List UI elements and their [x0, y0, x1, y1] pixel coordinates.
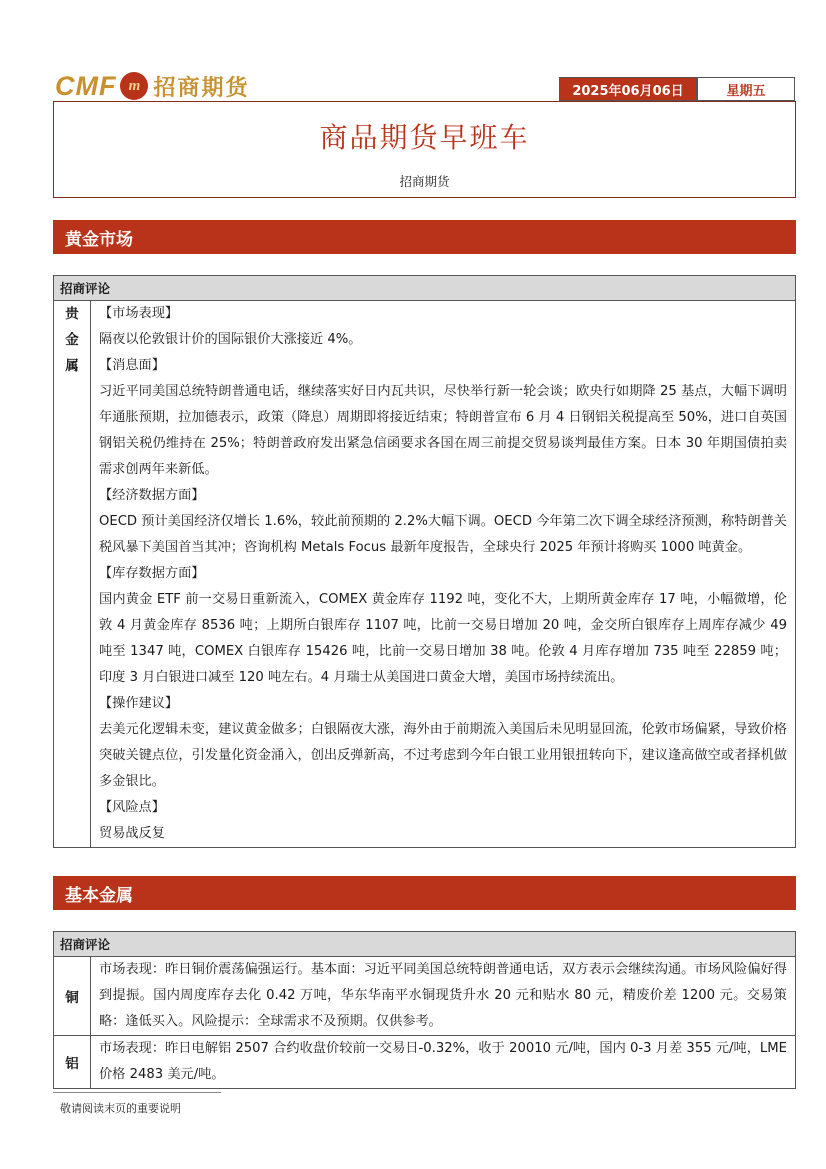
- category-char: 铜: [65, 990, 79, 1006]
- table-row: [54, 957, 795, 1035]
- category-cell: [54, 301, 91, 847]
- category-char: 铝: [65, 1056, 79, 1072]
- page-subtitle: 招商期货: [399, 174, 450, 189]
- subheading-news: 【消息面】: [99, 358, 165, 373]
- comment-header: 招商评论: [54, 276, 795, 301]
- category-cell: [54, 1036, 91, 1088]
- paragraph: 隔夜以伦敦银计价的国际银价大涨接近 4%。: [99, 332, 362, 347]
- gold-content: [91, 301, 795, 847]
- page-title: 商品期货早班车: [319, 121, 530, 154]
- subheading-economic-data: 【经济数据方面】: [99, 488, 205, 503]
- gold-comment-table: [53, 275, 796, 848]
- logo-company-name: 招商期货: [153, 75, 250, 101]
- logo-badge-icon: m: [120, 72, 148, 100]
- subheading-advice: 【操作建议】: [99, 696, 179, 711]
- category-cell: [54, 957, 91, 1035]
- footer-divider: [53, 1092, 221, 1093]
- section-header-base-metals: 基本金属: [53, 876, 796, 910]
- subheading-risk: 【风险点】: [99, 800, 165, 815]
- paragraph: 市场表现：昨日铜价震荡偏强运行。基本面：习近平同美国总统特朗普通电话，双方表示会继续沟通。市场风险偏好得到提振。国内周度库存去化 0.42 万吨，华东华南平水铜现货升水 20 元和贴水 80 元，精废价差 1200 元。交易策略：逢低买入。风险提示：全球需求不及预期。仅供参考。: [99, 962, 787, 1029]
- section-header-gold: 黄金市场: [53, 220, 796, 254]
- paragraph: 市场表现：昨日电解铝 2507 合约收盘价较前一交易日-0.32%，收于 20010 元/吨，国内 0-3 月差 355 元/吨，LME 价格 2483 美元/吨。: [99, 1041, 787, 1082]
- report-weekday: 星期五: [697, 77, 795, 101]
- paragraph: 贸易战反复: [99, 826, 165, 841]
- table-row: [54, 1035, 795, 1088]
- category-char: 金: [65, 332, 79, 348]
- subheading-inventory: 【库存数据方面】: [99, 566, 205, 581]
- paragraph: 国内黄金 ETF 前一交易日重新流入，COMEX 黄金库存 1192 吨，变化不大，上期所黄金库存 17 吨，小幅微增，伦敦 4 月黄金库存 8536 吨；上期所白银库存 1107 吨，比前一交易日增加 20 吨，金交所白银库存上周库存减少 49 吨至 1347 吨，COMEX 白银库存 15426 吨，比前一交易日增加 38 吨。伦敦 4 月库存增加 735 吨至 22859 吨；印度 3 月白银进口减至 120 吨左右。4 月瑞士从美国进口黄金大增，美国市场持续流出。: [99, 592, 787, 685]
- logo-text: CMF: [55, 70, 117, 101]
- paragraph: OECD 预计美国经济仅增长 1.6%，较此前预期的 2.2%大幅下调。OECD 今年第二次下调全球经济预测，称特朗普关税风暴下美国首当其冲；咨询机构 Metals Focus 最新年度报告，全球央行 2025 年预计将购买 1000 吨黄金。: [99, 514, 787, 555]
- category-char: 属: [65, 358, 79, 374]
- aluminum-content: [91, 1036, 795, 1088]
- category-char: 贵: [65, 306, 79, 322]
- paragraph: 去美元化逻辑未变，建议黄金做多；白银隔夜大涨，海外由于前期流入美国后未见明显回流，伦敦市场偏紧，导致价格突破关键点位，引发量化资金涌入，创出反弹新高，不过考虑到今年白银工业用银扭转向下，建议逢高做空或者择机做多金银比。: [99, 722, 787, 789]
- title-box: [53, 101, 796, 198]
- subheading-market: 【市场表现】: [99, 306, 179, 321]
- footer-note: 敬请阅读末页的重要说明: [60, 1102, 181, 1115]
- table-row: [54, 301, 795, 847]
- paragraph: 习近平同美国总统特朗普通电话，继续落实好日内瓦共识，尽快举行新一轮会谈；欧央行如期降 25 基点，大幅下调明年通胀预期，拉加德表示，政策（降息）周期即将接近结束；特朗普宣布 6 月 4 日钢铝关税提高至 50%，进口自英国钢铝关税仍维持在 25%；特朗普政府发出紧急信函要求各国在周三前提交贸易谈判最佳方案。日本 30 年期国债拍卖需求创两年来新低。: [99, 384, 787, 477]
- base-metals-comment-table: [53, 931, 796, 1089]
- comment-header: 招商评论: [54, 932, 795, 957]
- company-logo: [55, 68, 250, 104]
- report-date: 2025年06月06日: [559, 77, 697, 101]
- copper-content: [91, 957, 795, 1035]
